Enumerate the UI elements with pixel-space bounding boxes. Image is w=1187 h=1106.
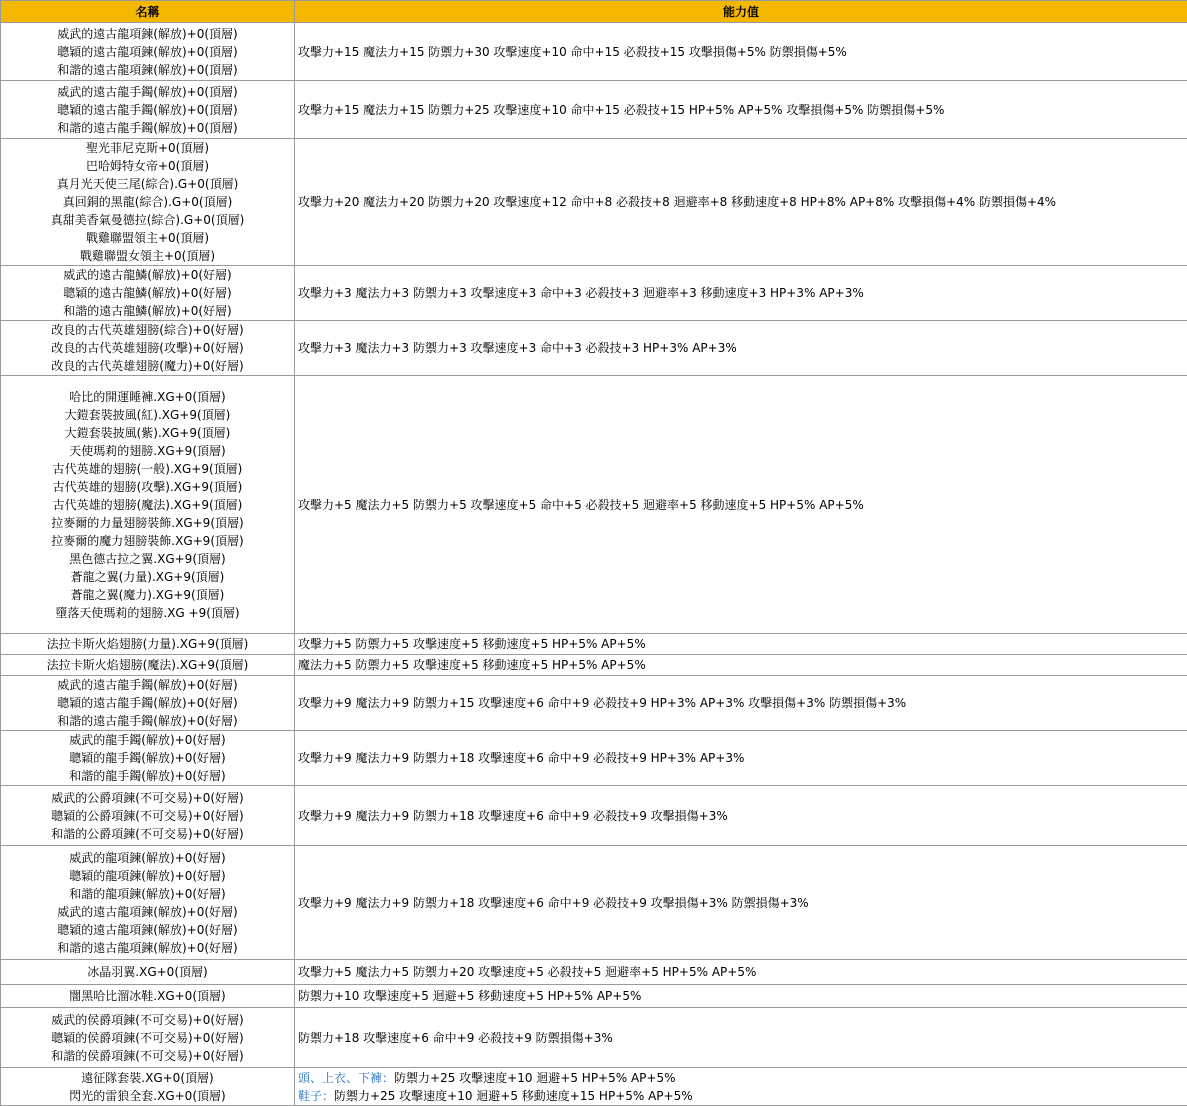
item-name: 威武的遠古龍手鐲(解放)+0(好層) xyxy=(1,676,294,694)
item-name: 闇黑哈比溜冰鞋.XG+0(頂層) xyxy=(1,987,294,1005)
item-name: 威武的遠古龍手鐲(解放)+0(頂層) xyxy=(1,83,294,101)
item-name: 古代英雄的翅膀(一般).XG+9(頂層) xyxy=(1,460,294,478)
item-name: 聰穎的遠古龍鱗(解放)+0(好層) xyxy=(1,284,294,302)
item-name: 聰穎的龍手鐲(解放)+0(好層) xyxy=(1,749,294,767)
table-body xyxy=(1,23,1187,1106)
item-name: 和諧的遠古龍項鍊(解放)+0(好層) xyxy=(1,939,294,957)
table-row xyxy=(1,81,1187,139)
item-names xyxy=(1,23,295,81)
table-row xyxy=(1,985,1187,1008)
item-stat-text: 魔法力+5 防禦力+5 攻擊速度+5 移動速度+5 HP+5% AP+5% xyxy=(298,656,1187,674)
item-stats xyxy=(295,23,1187,81)
item-stat-text: 防禦力+10 攻擊速度+5 迴避+5 移動速度+5 HP+5% AP+5% xyxy=(298,987,1187,1005)
item-name: 聰穎的龍項鍊(解放)+0(好層) xyxy=(1,867,294,885)
item-names xyxy=(1,731,295,786)
item-name: 和諧的侯爵項鍊(不可交易)+0(好層) xyxy=(1,1047,294,1065)
item-name: 哈比的開運睡褲.XG+0(頂層) xyxy=(1,388,294,406)
item-name: 和諧的龍手鐲(解放)+0(好層) xyxy=(1,767,294,785)
table-row xyxy=(1,376,1187,634)
item-names xyxy=(1,676,295,731)
table-row xyxy=(1,676,1187,731)
set-stat-line xyxy=(298,1087,1187,1105)
item-name: 威武的龍項鍊(解放)+0(好層) xyxy=(1,849,294,867)
item-name: 威武的侯爵項鍊(不可交易)+0(好層) xyxy=(1,1011,294,1029)
item-stats xyxy=(295,266,1187,321)
table-row xyxy=(1,655,1187,676)
item-names xyxy=(1,376,295,634)
table-row xyxy=(1,731,1187,786)
item-stats xyxy=(295,655,1187,676)
item-name: 威武的公爵項鍊(不可交易)+0(好層) xyxy=(1,789,294,807)
item-name: 聰穎的遠古龍項鍊(解放)+0(頂層) xyxy=(1,43,294,61)
item-stats xyxy=(295,960,1187,985)
item-name: 天使瑪莉的翅膀.XG+9(頂層) xyxy=(1,442,294,460)
table-row xyxy=(1,1008,1187,1068)
item-stat-text: 攻擊力+15 魔法力+15 防禦力+30 攻擊速度+10 命中+15 必殺技+15 攻擊損傷+5% 防禦損傷+5% xyxy=(298,43,1187,61)
item-name: 威武的龍手鐲(解放)+0(好層) xyxy=(1,731,294,749)
item-name: 和諧的公爵項鍊(不可交易)+0(好層) xyxy=(1,825,294,843)
item-stat-text: 攻擊力+5 魔法力+5 防禦力+5 攻擊速度+5 命中+5 必殺技+5 迴避率+5 移動速度+5 HP+5% AP+5% xyxy=(298,496,1187,514)
table-row xyxy=(1,23,1187,81)
item-stats xyxy=(295,676,1187,731)
item-stats xyxy=(295,731,1187,786)
item-name: 和諧的遠古龍手鐲(解放)+0(好層) xyxy=(1,712,294,730)
item-name: 真甜美香氣曼德拉(綜合).G+0(頂層) xyxy=(1,211,294,229)
item-stats xyxy=(295,376,1187,634)
item-name: 古代英雄的翅膀(魔法).XG+9(頂層) xyxy=(1,496,294,514)
item-name: 大鎧套裝披風(紫).XG+9(頂層) xyxy=(1,424,294,442)
item-stats xyxy=(295,321,1187,376)
item-name: 蒼龍之翼(魔力).XG+9(頂層) xyxy=(1,586,294,604)
item-name: 和諧的遠古龍鱗(解放)+0(好層) xyxy=(1,302,294,320)
item-stat-text: 攻擊力+9 魔法力+9 防禦力+15 攻擊速度+6 命中+9 必殺技+9 HP+3% AP+3% 攻擊損傷+3% 防禦損傷+3% xyxy=(298,694,1187,712)
item-stat-text: 攻擊力+15 魔法力+15 防禦力+25 攻擊速度+10 命中+15 必殺技+15 HP+5% AP+5% 攻擊損傷+5% 防禦損傷+5% xyxy=(298,101,1187,119)
set-part-label: 鞋子： xyxy=(298,1089,334,1103)
item-names xyxy=(1,139,295,266)
item-names xyxy=(1,634,295,655)
item-name: 改良的古代英雄翅膀(綜合)+0(好層) xyxy=(1,321,294,339)
item-name: 聖光菲尼克斯+0(頂層) xyxy=(1,139,294,157)
item-name: 聰穎的遠古龍項鍊(解放)+0(好層) xyxy=(1,921,294,939)
item-names xyxy=(1,266,295,321)
item-name: 聰穎的侯爵項鍊(不可交易)+0(好層) xyxy=(1,1029,294,1047)
item-name: 拉麥爾的魔力翅膀裝飾.XG+9(頂層) xyxy=(1,532,294,550)
item-names xyxy=(1,786,295,846)
set-stat-line xyxy=(298,1069,1187,1087)
item-name: 蒼龍之翼(力量).XG+9(頂層) xyxy=(1,568,294,586)
item-stat-text: 防禦力+18 攻擊速度+6 命中+9 必殺技+9 防禦損傷+3% xyxy=(298,1029,1187,1047)
header-stats: 能力值 xyxy=(295,1,1187,23)
item-names xyxy=(1,321,295,376)
item-name: 威武的遠古龍項鍊(解放)+0(好層) xyxy=(1,903,294,921)
item-name: 戰雞聯盟女領主+0(頂層) xyxy=(1,247,294,265)
header-row xyxy=(1,1,1187,23)
item-stats xyxy=(295,1008,1187,1068)
item-stats xyxy=(295,139,1187,266)
header-name: 名稱 xyxy=(1,1,295,23)
set-name: 遠征隊套裝.XG+0(頂層) xyxy=(1,1069,294,1087)
item-names xyxy=(1,846,295,960)
item-name: 和諧的遠古龍項鍊(解放)+0(頂層) xyxy=(1,61,294,79)
item-name: 古代英雄的翅膀(攻擊).XG+9(頂層) xyxy=(1,478,294,496)
item-stat-text: 攻擊力+9 魔法力+9 防禦力+18 攻擊速度+6 命中+9 必殺技+9 攻擊損傷+3% 防禦損傷+3% xyxy=(298,894,1187,912)
item-name: 威武的遠古龍鱗(解放)+0(好層) xyxy=(1,266,294,284)
item-name: 拉麥爾的力量翅膀裝飾.XG+9(頂層) xyxy=(1,514,294,532)
item-stats xyxy=(295,985,1187,1008)
item-stat-text: 攻擊力+20 魔法力+20 防禦力+20 攻擊速度+12 命中+8 必殺技+8 迴避率+8 移動速度+8 HP+8% AP+8% 攻擊損傷+4% 防禦損傷+4% xyxy=(298,193,1187,211)
item-name: 法拉卡斯火焰翅膀(力量).XG+9(頂層) xyxy=(1,635,294,653)
item-name: 巴哈姆特女帝+0(頂層) xyxy=(1,157,294,175)
item-name: 改良的古代英雄翅膀(魔力)+0(好層) xyxy=(1,357,294,375)
item-names xyxy=(1,655,295,676)
item-stats xyxy=(295,81,1187,139)
item-name: 威武的遠古龍項鍊(解放)+0(頂層) xyxy=(1,25,294,43)
item-stat-text: 攻擊力+5 魔法力+5 防禦力+20 攻擊速度+5 必殺技+5 迴避率+5 HP+5% AP+5% xyxy=(298,963,1187,981)
item-stat-text: 攻擊力+9 魔法力+9 防禦力+18 攻擊速度+6 命中+9 必殺技+9 HP+3% AP+3% xyxy=(298,749,1187,767)
item-stat-text: 攻擊力+3 魔法力+3 防禦力+3 攻擊速度+3 命中+3 必殺技+3 HP+3% AP+3% xyxy=(298,339,1187,357)
item-name: 戰雞聯盟領主+0(頂層) xyxy=(1,229,294,247)
item-name: 墮落天使瑪莉的翅膀.XG +9(頂層) xyxy=(1,604,294,622)
item-stat-text: 攻擊力+5 防禦力+5 攻擊速度+5 移動速度+5 HP+5% AP+5% xyxy=(298,635,1187,653)
table-row xyxy=(1,266,1187,321)
item-name: 真月光天使三尾(綜合).G+0(頂層) xyxy=(1,175,294,193)
item-name: 冰晶羽翼.XG+0(頂層) xyxy=(1,963,294,981)
item-stats xyxy=(295,634,1187,655)
item-stat-text: 攻擊力+9 魔法力+9 防禦力+18 攻擊速度+6 命中+9 必殺技+9 攻擊損傷+3% xyxy=(298,807,1187,825)
item-stats xyxy=(295,786,1187,846)
item-name: 真回銅的黑龍(綜合).G+0(頂層) xyxy=(1,193,294,211)
table-row-set-bonus xyxy=(1,1068,1187,1106)
table-row xyxy=(1,846,1187,960)
item-name: 黑色德古拉之翼.XG+9(頂層) xyxy=(1,550,294,568)
item-name: 改良的古代英雄翅膀(攻擊)+0(好層) xyxy=(1,339,294,357)
table-row xyxy=(1,960,1187,985)
set-stat-text: 防禦力+25 攻擊速度+10 迴避+5 移動速度+15 HP+5% AP+5% xyxy=(334,1089,693,1103)
set-name: 閃光的雷狼全套.XG+0(頂層) xyxy=(1,1087,294,1105)
set-stat-text: 防禦力+25 攻擊速度+10 迴避+5 HP+5% AP+5% xyxy=(394,1071,676,1085)
set-stats xyxy=(295,1068,1187,1106)
item-name: 和諧的龍項鍊(解放)+0(好層) xyxy=(1,885,294,903)
item-stat-text: 攻擊力+3 魔法力+3 防禦力+3 攻擊速度+3 命中+3 必殺技+3 迴避率+3 移動速度+3 HP+3% AP+3% xyxy=(298,284,1187,302)
table-row xyxy=(1,634,1187,655)
item-stats xyxy=(295,846,1187,960)
table-row xyxy=(1,786,1187,846)
table-row xyxy=(1,321,1187,376)
item-name: 法拉卡斯火焰翅膀(魔法).XG+9(頂層) xyxy=(1,656,294,674)
item-names xyxy=(1,960,295,985)
item-name: 聰穎的遠古龍手鐲(解放)+0(好層) xyxy=(1,694,294,712)
item-name: 大鎧套裝披風(紅).XG+9(頂層) xyxy=(1,406,294,424)
item-name: 和諧的遠古龍手鐲(解放)+0(頂層) xyxy=(1,119,294,137)
item-name: 聰穎的遠古龍手鐲(解放)+0(頂層) xyxy=(1,101,294,119)
table-row xyxy=(1,139,1187,266)
item-names xyxy=(1,985,295,1008)
set-part-label: 頭、上衣、下褲： xyxy=(298,1071,394,1085)
item-names xyxy=(1,1008,295,1068)
set-names xyxy=(1,1068,295,1106)
item-names xyxy=(1,81,295,139)
item-name: 聰穎的公爵項鍊(不可交易)+0(好層) xyxy=(1,807,294,825)
